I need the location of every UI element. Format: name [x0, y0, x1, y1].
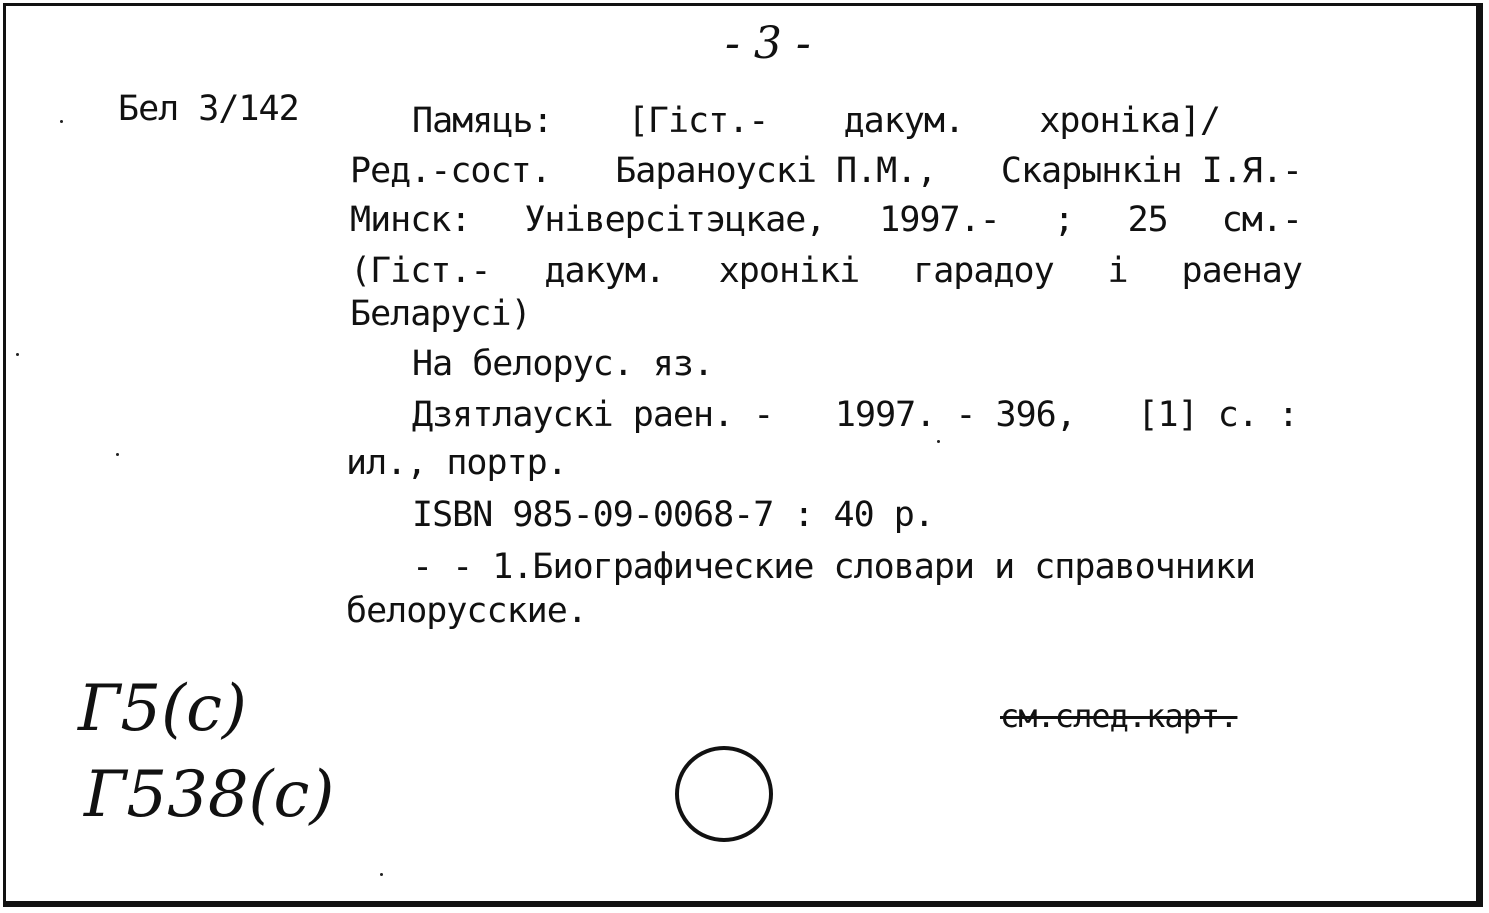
- entry-word: Дзятлаускi раен. -: [412, 395, 774, 435]
- page-number: - 3 -: [725, 18, 811, 69]
- entry-word: Памяць:: [412, 101, 553, 141]
- entry-word: дакум.: [843, 101, 965, 141]
- entry-word: ;: [1053, 200, 1074, 240]
- handwritten-code-1: Г5(с): [78, 672, 247, 746]
- entry-word: (Гiст.-: [350, 251, 491, 291]
- entry-line-3: [350, 200, 1302, 240]
- entry-word: дакум.: [544, 251, 665, 291]
- scan-speck: [16, 353, 19, 356]
- entry-line-6: На белорус. яз.: [412, 344, 714, 384]
- entry-line-4: [350, 251, 1302, 291]
- subject-heading: - - 1.Биографические словари и справочники: [412, 547, 1256, 587]
- entry-line-1: [412, 101, 1220, 141]
- entry-word: Скарынкiн I.Я.-: [1000, 151, 1302, 191]
- scan-speck: [116, 453, 119, 456]
- entry-line-5: Беларусi): [350, 294, 531, 334]
- subject-heading-cont: белорусские.: [346, 591, 587, 631]
- scan-speck: [60, 120, 63, 123]
- entry-word: 1997. - 396,: [834, 395, 1076, 435]
- entry-word: 1997.-: [879, 200, 1000, 240]
- entry-word: Унiверсiтэцкае,: [524, 200, 826, 240]
- continued-note: см.след.карт.: [1000, 697, 1238, 735]
- entry-line-7: [412, 395, 1298, 435]
- entry-word: раенау: [1181, 251, 1302, 291]
- scan-speck: [380, 873, 383, 876]
- entry-word: Бараноускi П.М.,: [615, 151, 937, 191]
- isbn-line: ISBN 985-09-0068-7 : 40 р.: [412, 495, 934, 535]
- entry-word: [1] с. :: [1137, 395, 1298, 435]
- entry-word: хронiкi: [718, 251, 860, 291]
- handwritten-code-2: Г538(с): [84, 758, 335, 832]
- entry-word: Минск:: [350, 200, 471, 240]
- scan-speck: [937, 440, 940, 443]
- entry-word: 25: [1127, 200, 1168, 240]
- entry-word: хронiка]/: [1039, 101, 1220, 141]
- entry-word: i: [1107, 251, 1128, 291]
- entry-word: Ред.-сост.: [350, 151, 551, 191]
- shelf-mark: Бел 3/142: [118, 89, 299, 129]
- entry-word: гарадоу: [913, 251, 1054, 291]
- entry-line-2: [350, 151, 1302, 191]
- punch-hole-circle: [670, 738, 782, 850]
- entry-word: [Гiст.-: [627, 101, 769, 141]
- entry-line-8: ил., портр.: [346, 443, 567, 483]
- entry-word: см.-: [1221, 200, 1302, 240]
